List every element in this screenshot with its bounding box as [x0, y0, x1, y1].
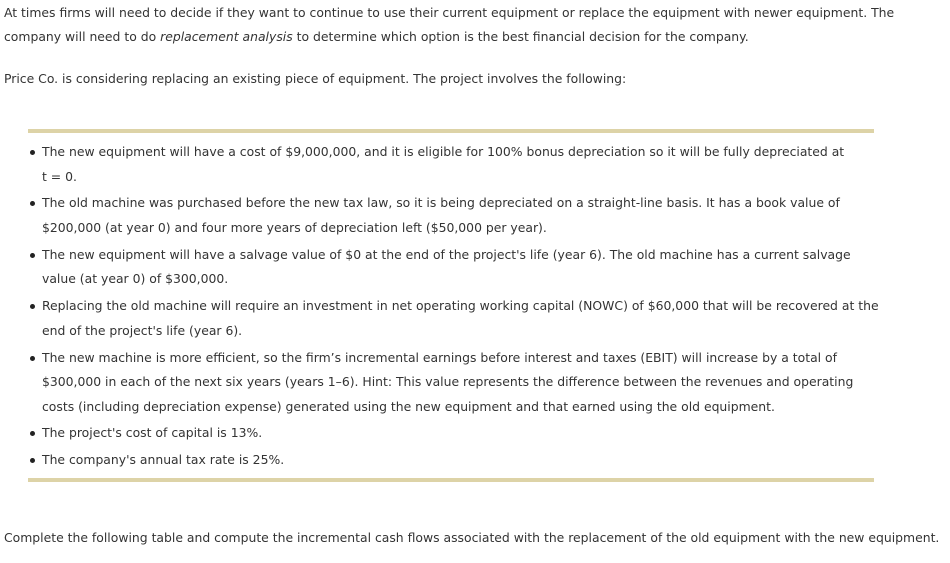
bullet-icon: [30, 458, 35, 463]
project-details-list: [42, 140, 879, 475]
instructions-paragraph: Complete the following table and compute the incremental cash flows associated with the replacement of the old equipment with the new equipment.: [4, 530, 940, 545]
list-item-text-line: $300,000 in each of the next six years (years 1–6). Hint: This value represents the difference between the revenues and operating: [42, 374, 854, 390]
top-divider: [28, 129, 874, 133]
bullet-icon: [30, 431, 35, 436]
list-item-text-line: The new equipment will have a cost of $9,000,000, and it is eligible for 100% bonus depreciation so it will be fully depreciated at: [42, 144, 845, 159]
list-item: [42, 191, 879, 240]
list-item-text-line: $200,000 (at year 0) and four more years of depreciation left ($50,000 per year).: [42, 219, 547, 235]
bullet-icon: [30, 201, 35, 206]
bullet-icon: [30, 304, 35, 309]
intro-text-before-emphasis: company will need to do: [4, 29, 161, 44]
bullet-icon: [30, 150, 35, 155]
list-item-text-line: costs (including depreciation expense) generated using the new equipment and that earned using the old equipment.: [42, 398, 775, 414]
list-item-text-line: The company's annual tax rate is 25%.: [42, 452, 285, 468]
list-item-text-line: Replacing the old machine will require an investment in net operating working capital (NOWC) of $60,000 that will be recovered at the: [42, 298, 879, 314]
list-item: [42, 140, 879, 189]
intro-paragraph-line-2: [4, 25, 749, 49]
list-item-text-line: The new machine is more efficient, so the firm’s incremental earnings before interest and taxes (EBIT) will increase by a total of: [42, 349, 837, 365]
project-intro-paragraph: Price Co. is considering replacing an existing piece of equipment. The project involves the following:: [4, 71, 627, 86]
bullet-icon: [30, 356, 35, 361]
intro-text-after-emphasis: to determine which option is the best financial decision for the company.: [292, 29, 749, 44]
list-item-text-line: t = 0.: [42, 168, 77, 184]
intro-paragraph-line-1: At times firms will need to decide if they want to continue to use their current equipment or replace the equipment with newer equipment. The: [4, 5, 895, 20]
list-item: [42, 448, 879, 473]
list-item: [42, 421, 879, 446]
list-item-text-line: The old machine was purchased before the new tax law, so it is being depreciated on a straight-line basis. It has a book value of: [42, 195, 840, 211]
list-item-text-line: end of the project's life (year 6).: [42, 322, 243, 338]
replacement-analysis-term: replacement analysis: [160, 29, 293, 44]
list-item-text-line: The project's cost of capital is 13%.: [42, 425, 263, 441]
list-item: [42, 243, 879, 292]
bottom-divider: [28, 478, 874, 482]
list-item-text-line: value (at year 0) of $300,000.: [42, 271, 229, 287]
list-item: [42, 294, 879, 343]
list-item: [42, 346, 879, 420]
list-item-text-line: The new equipment will have a salvage value of $0 at the end of the project's life (year 6). The old machine has a current salvage: [42, 246, 851, 262]
bullet-icon: [30, 253, 35, 258]
